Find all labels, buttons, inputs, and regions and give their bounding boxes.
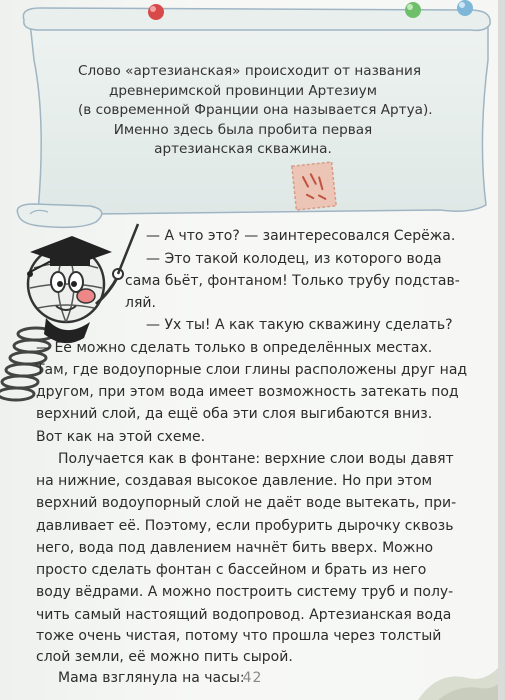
corner-decoration (418, 650, 498, 700)
note-line: (в современной Франции она называется Артуа). (78, 102, 433, 118)
paragraph-line: слой земли, её можно пить сырой. (36, 648, 293, 665)
paragraph-line: верхний слой, да ещё оба эти слоя выгибаются вниз. (36, 406, 433, 422)
paragraph-line: просто сделать фонтан с бассейном и брать из него (36, 561, 427, 578)
paragraph-line: на нижние, создавая высокое давление. Но при этом (36, 472, 433, 489)
paragraph-line: чить самый настоящий водопровод. Артезианская вода (36, 606, 452, 623)
paragraph-line: Там, где водоупорные слои глины расположены друг над (36, 362, 468, 379)
note-line: Именно здесь была пробита первая (113, 121, 373, 138)
page-number: 42 (242, 670, 263, 686)
paragraph-line: воду вёдрами. А можно построить систему труб и полу- (36, 583, 454, 600)
dialogue-line: — А что это? — заинтересовался Серёжа. (146, 228, 456, 245)
note-line: Слово «артезианская» происходит от названия (78, 63, 422, 79)
dialogue-line: — Ух ты! А как такую скважину сделать? (146, 317, 453, 334)
paragraph-line: Получается как в фонтане: верхние слои воды давят (58, 450, 454, 467)
paragraph-line: другом, при этом вода имеет возможность затекать под (36, 384, 459, 401)
paragraph-line: тоже очень чистая, потому что прошла через толстый (36, 627, 442, 644)
paragraph-line: верхний водоупорный слой не даёт воде вытекать, при- (36, 494, 457, 511)
closing-line: Мама взглянула на часы: (58, 669, 245, 686)
paragraph-line: — Её можно сделать только в определённых местах. (36, 340, 433, 357)
dialogue-line: сама бьёт, фонтаном! Только трубу подстав- (125, 273, 460, 290)
paragraph-line: него, вода под давлением начнёт бить вверх. Можно (36, 539, 434, 556)
paragraph-line: давливает её. Поэтому, если пробурить дырочку сквозь (36, 517, 454, 534)
paragraph-line: Вот как на этой схеме. (36, 428, 206, 445)
note-line: древнеримской провинции Артезиум (109, 82, 377, 99)
dialogue-line: — Это такой колодец, из которого вода (146, 251, 442, 268)
dialogue-line: ляй. (125, 295, 156, 312)
note-line: артезианская скважина. (154, 141, 332, 157)
